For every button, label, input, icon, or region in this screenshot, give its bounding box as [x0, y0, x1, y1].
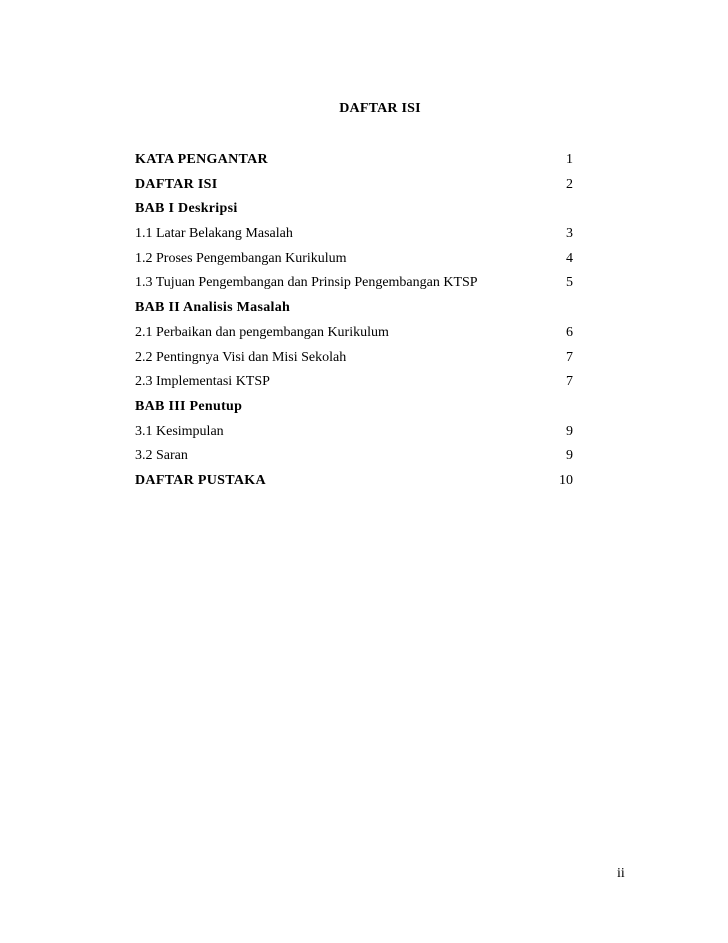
toc-entry-page: 3: [566, 226, 573, 242]
toc-entry: [135, 348, 585, 373]
toc-entry: [135, 273, 585, 298]
toc-entry: [135, 471, 585, 496]
toc-entry: [135, 199, 585, 224]
toc-entry-label: 2.1 Perbaikan dan pengembangan Kurikulum: [135, 324, 389, 340]
toc-entry: [135, 397, 585, 422]
page-number: ii: [617, 866, 625, 881]
toc-entry-page: 2: [566, 176, 573, 192]
toc-entry-label: 1.3 Tujuan Pengembangan dan Prinsip Pengembangan KTSP: [135, 275, 478, 291]
toc-entry: [135, 249, 585, 274]
toc-entry-label: 3.2 Saran: [135, 448, 188, 464]
toc-entry-page: 7: [566, 374, 573, 390]
toc-entry: [135, 224, 585, 249]
toc-entry: [135, 150, 585, 175]
toc-entry-label: BAB III Penutup: [135, 398, 243, 414]
toc-entry-label: DAFTAR PUSTAKA: [135, 472, 266, 488]
toc-entry: [135, 422, 585, 447]
toc-entry-label: 2.2 Pentingnya Visi dan Misi Sekolah: [135, 349, 347, 365]
toc-entry: [135, 175, 585, 200]
toc-entry: [135, 323, 585, 348]
toc-entry-label: 3.1 Kesimpulan: [135, 423, 224, 439]
toc-entry-page: 10: [559, 472, 573, 488]
table-of-contents: [135, 150, 585, 496]
toc-entry-page: 7: [566, 349, 573, 365]
toc-entry-label: KATA PENGANTAR: [135, 152, 268, 167]
toc-entry: [135, 372, 585, 397]
toc-entry-label: 2.3 Implementasi KTSP: [135, 374, 270, 390]
toc-entry-page: 5: [566, 275, 573, 291]
toc-entry-page: 9: [566, 448, 573, 464]
page-title: DAFTAR ISI: [339, 101, 421, 116]
toc-entry-page: 4: [566, 250, 573, 266]
toc-entry-label: DAFTAR ISI: [135, 176, 218, 192]
toc-entry-label: BAB II Analisis Masalah: [135, 300, 291, 316]
toc-entry-label: BAB I Deskripsi: [135, 201, 238, 217]
toc-entry-page: 6: [566, 324, 573, 340]
toc-entry-label: 1.2 Proses Pengembangan Kurikulum: [135, 250, 347, 266]
toc-entry: [135, 298, 585, 323]
toc-entry-label: 1.1 Latar Belakang Masalah: [135, 226, 293, 242]
toc-entry: [135, 446, 585, 471]
toc-entry-page: 1: [566, 152, 573, 167]
toc-entry-page: 9: [566, 423, 573, 439]
